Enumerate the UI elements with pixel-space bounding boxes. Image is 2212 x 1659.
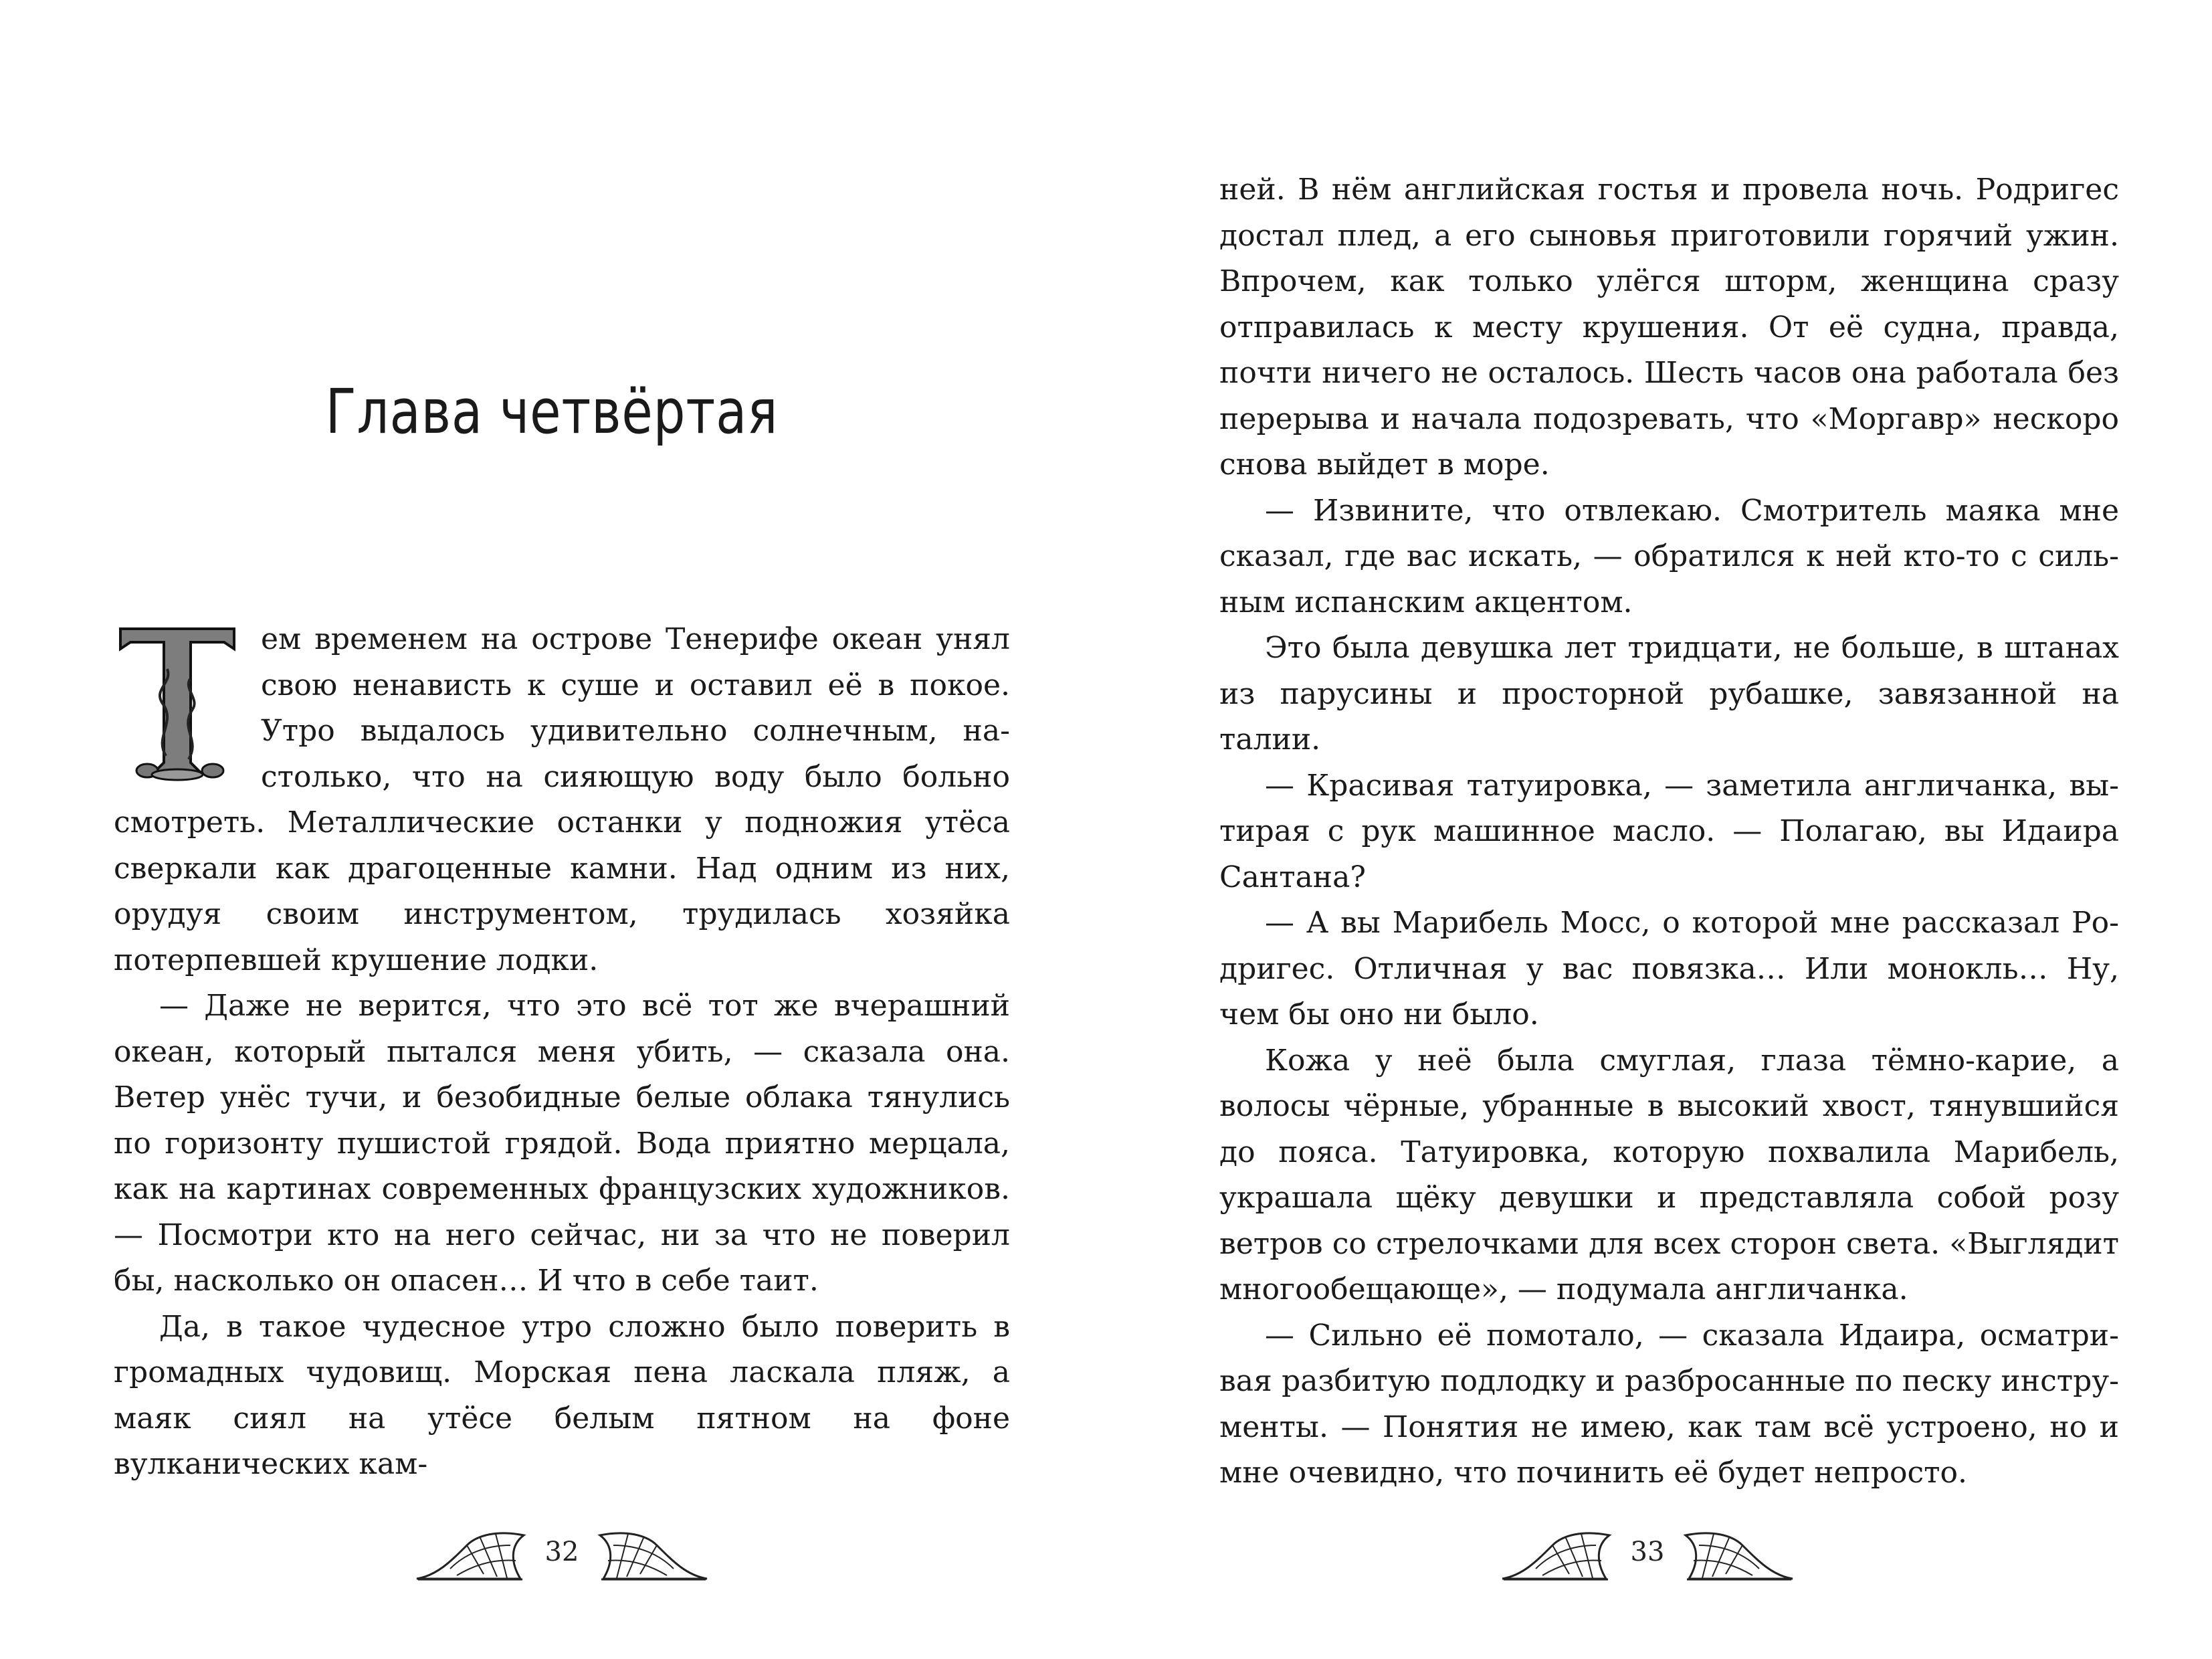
- paragraph: Кожа у неё была смуглая, глаза тёмно-карие, а волосы чёрные, убранные в высокий хвост, тянувшийся до пояса. Татуировка, которую похвалила Марибель, украшала щёку девушки и представляла собой розу ветров со стрелочками для всех сторон света. «Выглядит многообещающе», — подумала англичанка.: [1219, 1043, 2119, 1306]
- paragraph: Это была девушка лет тридцати, не больше, в штанах из парусины и просторной рубашке, завязанной на талии.: [1219, 631, 2119, 757]
- page-number: 32: [544, 1537, 579, 1567]
- chapter-title: Глава четвёртая: [325, 375, 779, 448]
- seashell-ornament-icon: [1496, 1515, 1616, 1589]
- paragraph: — Красивая татуировка, — заметила англичанка, вытирая с рук машинное масло. — Полагаю, вы Идаира Сантана?: [1219, 768, 2119, 894]
- paragraph: — Даже не верится, что это всё тот же вчерашний океан, который пытался меня убить, — сказала она. Ветер унёс тучи, и безобидные белые облака тянулись по горизонту пушистой грядой. Вода приятно мерцала, как на картинах современных французских художников. — Посмотри кто на него сейчас, ни за что не поверил бы, насколько он опасен… И что в себе таит.: [114, 989, 1010, 1298]
- seashell-ornament-icon: [593, 1515, 714, 1589]
- paragraph: Да, в такое чудесное утро сложно было поверить в громадных чудовищ. Морская пена ласкала пляж, а маяк сиял на утёсе белым пятном на фоне вулканических кам-: [114, 1309, 1010, 1481]
- right-page: [1106, 0, 2212, 1659]
- page-footer: [1480, 1508, 1815, 1595]
- seashell-ornament-icon: [1679, 1515, 1799, 1589]
- seashell-ornament-icon: [410, 1515, 530, 1589]
- paragraph: — Сильно её помотало, — сказала Идаира, осматривая разбитую подлодку и разбросанные по песку инструменты. — Понятия не имею, как там всё устроено, но и мне очевидно, что починить её будет непросто.: [1219, 1318, 2119, 1490]
- left-page-text: [114, 617, 1010, 1488]
- paragraph: — А вы Марибель Мосс, о которой мне рассказал Родригес. Отличная у вас повязка… Или монокль… Ну, чем бы оно ни было.: [1219, 906, 2119, 1032]
- right-page-text: [1219, 167, 2119, 1496]
- page-footer: [395, 1508, 729, 1595]
- page-number: 33: [1630, 1537, 1665, 1567]
- seaweed-dropcap-letter-icon: [114, 622, 241, 783]
- paragraph: ней. В нём английская гостья и провела ночь. Родригес достал плед, а его сыновья приготовили горячий ужин. Впрочем, как только улёгся шторм, женщина сразу отправилась к месту крушения. От её судна, правда, почти ничего не осталось. Шесть часов она работала без перерыва и начала подозревать, что «Моргавр» нескоро снова выйдет в море.: [1219, 173, 2119, 482]
- paragraph: [114, 617, 1010, 983]
- paragraph-text: ем временем на острове Тенерифе океан унял свою ненависть к суше и оставил её в покое. Утро выдалось удивительно солнечным, настолько, что на сияющую воду было больно смотреть. Металлические останки у подножия утёса сверкали как драгоценные камни. Над одним из них, орудуя своим инструментом, трудилась хозяйка потерпевшей крушение лодки.: [114, 622, 1010, 977]
- paragraph: — Извините, что отвлекаю. Смотритель маяка мне сказал, где вас искать, — обратился к ней кто-то с сильным испанским акцентом.: [1219, 493, 2119, 619]
